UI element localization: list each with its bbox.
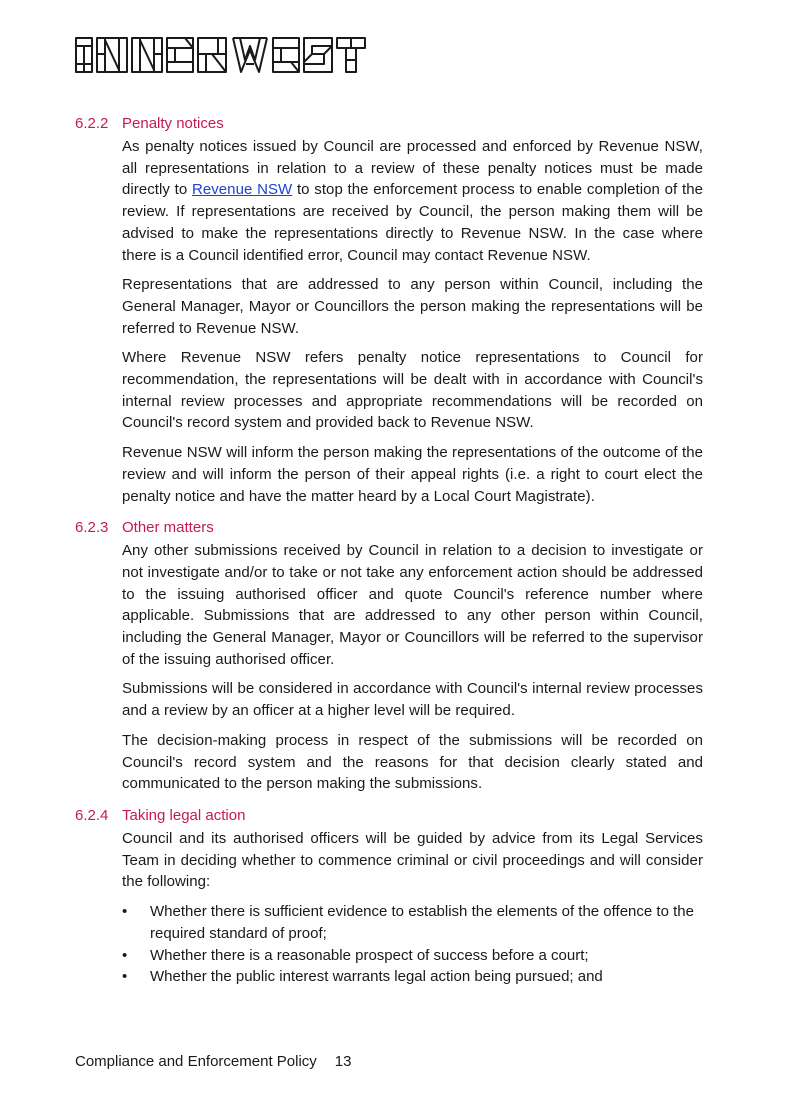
paragraph: Submissions will be considered in accordance with Council's internal review processes and a review by an officer at a higher level will be required. [122, 680, 703, 720]
paragraph: Council and its authorised officers will be guided by advice from its Legal Services Team in deciding whether to commence criminal or civil proceedings and will consider the following: [122, 829, 703, 891]
revenue-nsw-link[interactable]: Revenue NSW [191, 181, 293, 199]
section-other-matters [75, 517, 703, 795]
section-number: 6.2.2 [75, 115, 109, 132]
section-body [122, 136, 703, 507]
section-title: Penalty notices [122, 115, 224, 132]
page-footer [75, 1052, 351, 1072]
paragraph-text: As penalty notices issued by Council are processed and enforced by Revenue NSW, all representations in relation to a review of these penalty notices must be made directly to [122, 138, 703, 199]
logo-letter-n1 [97, 38, 127, 72]
section-heading [75, 517, 703, 538]
section-number: 6.2.3 [75, 519, 109, 537]
page-number: 13 [334, 1053, 352, 1070]
section-taking-legal-action [75, 805, 703, 988]
paragraph: The decision-making process in respect of the submissions will be recorded on Council's record system and the reasons for that decision clearly stated and communicated to the person making the submissions. [122, 731, 703, 793]
paragraph: Where Revenue NSW refers penalty notice representations to Council for recommendation, the representations will be dealt with in accordance with Council's internal review processes and appropriate recommendations will be recorded on Council's record system and provided back to Revenue NSW. [122, 349, 703, 432]
list-item [122, 945, 703, 967]
section-title: Other matters [122, 519, 214, 537]
list-item-text: Whether the public interest warrants legal action being pursued; and [150, 968, 603, 986]
footer-title: Compliance and Enforcement Policy [75, 1053, 317, 1070]
paragraph: Revenue NSW will inform the person making the representations of the outcome of the review and will inform the person of their appeal rights (i.e. a right to court elect the penalty notice and have the matter heard by a Local Court Magistrate). [122, 444, 703, 505]
logo-letter-e1 [167, 38, 193, 72]
paragraph [122, 136, 703, 266]
list-item [122, 901, 703, 944]
section-title: Taking legal action [122, 806, 246, 824]
section-heading [75, 805, 703, 826]
document-content [75, 113, 703, 998]
list-item [122, 966, 703, 988]
logo-letter-t [337, 38, 365, 72]
logo-letter-e2 [273, 38, 299, 72]
logo-letter-r [198, 38, 226, 72]
section-penalty-notices [75, 113, 703, 507]
list-item-text: Whether there is sufficient evidence to establish the elements of the offence to the required standard of proof; [150, 903, 694, 942]
bullet-icon: • [122, 968, 128, 986]
paragraph: Any other submissions received by Council in relation to a decision to investigate or not investigate and/or to take or not take any enforcement action should be addressed to the issuing authorised officer and quote Council's reference number where applicable. Submissions that are addressed to any other person within Council, including the General Manager, Mayor or Councillors will be referred to the supervisor of the issuing authorised officer. [122, 542, 703, 668]
section-number: 6.2.4 [75, 806, 109, 824]
bullet-list [122, 901, 703, 988]
logo-letter-w [233, 38, 267, 72]
list-item-text: Whether there is a reasonable prospect of success before a court; [150, 946, 589, 964]
logo-letter-s [304, 38, 332, 72]
logo-letter-i [76, 38, 92, 72]
bullet-icon: • [122, 903, 128, 921]
paragraph: Representations that are addressed to any person within Council, including the General Manager, Mayor or Councillors the person making the representations will be referred to Revenue NSW. [122, 276, 703, 337]
section-body [122, 540, 703, 795]
bullet-icon: • [122, 946, 128, 964]
section-body [122, 828, 703, 988]
logo-letter-n2 [132, 38, 162, 72]
inner-west-logo [75, 36, 367, 74]
paragraph-text: to stop the enforcement process to enable completion of the review. If representations are received by Council, the person making them will be advised to make the representations directly to Revenue NSW. In the case where there is a Council identified error, Council may contact Revenue NSW. [122, 181, 703, 264]
section-heading [75, 113, 703, 134]
